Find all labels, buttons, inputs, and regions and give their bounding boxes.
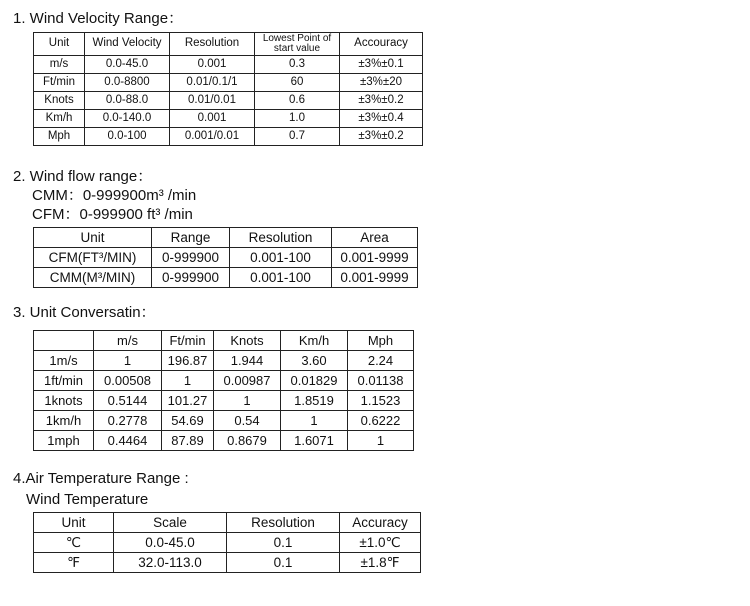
column-header: Unit xyxy=(34,228,152,248)
table-cell: 1.1523 xyxy=(348,391,414,411)
table-cell: 1 xyxy=(214,391,281,411)
table-cell: 0.5144 xyxy=(94,391,162,411)
section-4-heading: 4.Air Temperature Range : xyxy=(13,470,189,487)
table-cell: 0.001-100 xyxy=(230,248,332,268)
table-cell: 0.0-100 xyxy=(85,128,170,146)
section-3-heading: 3. Unit Conversatin： xyxy=(13,304,156,321)
table-cell: 0.001/0.01 xyxy=(170,128,255,146)
table-cell: ℉ xyxy=(34,553,114,573)
table-cell: 0.8679 xyxy=(214,431,281,451)
section-2-heading: 2. Wind flow range： xyxy=(13,168,153,185)
table-cell: 0.001 xyxy=(170,110,255,128)
table-cell: 1.944 xyxy=(214,351,281,371)
table-cell: 0.01138 xyxy=(348,371,414,391)
table-cell: 3.60 xyxy=(281,351,348,371)
table-cell: CFM(FT³/MIN) xyxy=(34,248,152,268)
table-cell: 54.69 xyxy=(162,411,214,431)
table-row xyxy=(34,92,423,110)
table-cell: ±3%±20 xyxy=(340,74,423,92)
table-header-row xyxy=(34,228,418,248)
table-cell: CMM(M³/MIN) xyxy=(34,268,152,288)
wind-temperature-label: Wind Temperature xyxy=(26,491,149,508)
column-header: Ft/min xyxy=(162,331,214,351)
table-cell: ±3%±0.2 xyxy=(340,92,423,110)
table-cell: Knots xyxy=(34,92,85,110)
table-row xyxy=(34,391,414,411)
table-cell: ±3%±0.2 xyxy=(340,128,423,146)
column-header: Range xyxy=(152,228,230,248)
table-header-row xyxy=(34,33,423,56)
table-cell: 1.6071 xyxy=(281,431,348,451)
column-header: Mph xyxy=(348,331,414,351)
table-cell: 0-999900 xyxy=(152,248,230,268)
table-row xyxy=(34,248,418,268)
table-cell: 0.001-9999 xyxy=(332,268,418,288)
column-header: Knots xyxy=(214,331,281,351)
table-cell: 0.6222 xyxy=(348,411,414,431)
table-cell: m/s xyxy=(34,56,85,74)
table-row xyxy=(34,268,418,288)
table-cell: 0.01829 xyxy=(281,371,348,391)
section-1-heading: 1. Wind Velocity Range： xyxy=(13,10,184,27)
column-header: Accuracy xyxy=(340,513,421,533)
table-cell: 1.0 xyxy=(255,110,340,128)
table-cell: 1knots xyxy=(34,391,94,411)
table-cell: 1mph xyxy=(34,431,94,451)
cmm-range-line: CMM：0-999900m³ /min xyxy=(32,187,197,204)
table-cell: 0.001 xyxy=(170,56,255,74)
column-header: Resolution xyxy=(170,33,255,56)
table-cell: 1 xyxy=(162,371,214,391)
table-cell: 0.0-88.0 xyxy=(85,92,170,110)
table-cell: 2.24 xyxy=(348,351,414,371)
table-cell: 0-999900 xyxy=(152,268,230,288)
unit-conversion-table xyxy=(33,330,414,451)
table-row xyxy=(34,351,414,371)
table-row xyxy=(34,56,423,74)
table-cell: 196.87 xyxy=(162,351,214,371)
table-row xyxy=(34,110,423,128)
column-header: m/s xyxy=(94,331,162,351)
table-cell: 0.7 xyxy=(255,128,340,146)
table-cell: 0.0-45.0 xyxy=(114,533,227,553)
table-cell: 0.54 xyxy=(214,411,281,431)
table-cell: 1m/s xyxy=(34,351,94,371)
table-cell: 87.89 xyxy=(162,431,214,451)
cfm-range-line: CFM：0-999900 ft³ /min xyxy=(32,206,193,223)
table-cell: ±1.8℉ xyxy=(340,553,421,573)
table-cell: Ft/min xyxy=(34,74,85,92)
table-row xyxy=(34,553,421,573)
column-header xyxy=(34,331,94,351)
table-cell: 1 xyxy=(94,351,162,371)
column-header: Wind Velocity xyxy=(85,33,170,56)
column-header: Km/h xyxy=(281,331,348,351)
table-cell: 1ft/min xyxy=(34,371,94,391)
table-cell: 32.0-113.0 xyxy=(114,553,227,573)
column-header: Resolution xyxy=(230,228,332,248)
table-cell: 0.0-8800 xyxy=(85,74,170,92)
table-cell: 60 xyxy=(255,74,340,92)
table-row xyxy=(34,533,421,553)
table-cell: ±1.0℃ xyxy=(340,533,421,553)
table-cell: 0.1 xyxy=(227,553,340,573)
table-cell: 1 xyxy=(348,431,414,451)
table-cell: 0.00508 xyxy=(94,371,162,391)
table-cell: ±3%±0.1 xyxy=(340,56,423,74)
table-cell: ±3%±0.4 xyxy=(340,110,423,128)
column-header: Scale xyxy=(114,513,227,533)
table-cell: 0.3 xyxy=(255,56,340,74)
table-row xyxy=(34,74,423,92)
table-header-row xyxy=(34,331,414,351)
table-cell: 0.001-100 xyxy=(230,268,332,288)
column-header: Lowest Point of start value xyxy=(255,33,340,56)
table-cell: 0.1 xyxy=(227,533,340,553)
table-cell: Km/h xyxy=(34,110,85,128)
table-row xyxy=(34,411,414,431)
air-temperature-table xyxy=(33,512,421,573)
table-cell: 1km/h xyxy=(34,411,94,431)
wind-flow-table xyxy=(33,227,418,288)
table-row xyxy=(34,431,414,451)
column-header: Resolution xyxy=(227,513,340,533)
table-cell: Mph xyxy=(34,128,85,146)
table-cell: 0.0-140.0 xyxy=(85,110,170,128)
table-cell: ℃ xyxy=(34,533,114,553)
column-header: Unit xyxy=(34,513,114,533)
column-header: Accouracy xyxy=(340,33,423,56)
table-cell: 0.01/0.1/1 xyxy=(170,74,255,92)
column-header: Unit xyxy=(34,33,85,56)
table-row xyxy=(34,371,414,391)
table-cell: 1.8519 xyxy=(281,391,348,411)
table-cell: 1 xyxy=(281,411,348,431)
table-cell: 0.001-9999 xyxy=(332,248,418,268)
table-row xyxy=(34,128,423,146)
column-header: Area xyxy=(332,228,418,248)
table-cell: 0.2778 xyxy=(94,411,162,431)
table-cell: 101.27 xyxy=(162,391,214,411)
table-cell: 0.4464 xyxy=(94,431,162,451)
table-header-row xyxy=(34,513,421,533)
wind-velocity-table xyxy=(33,32,423,146)
table-cell: 0.0-45.0 xyxy=(85,56,170,74)
table-cell: 0.01/0.01 xyxy=(170,92,255,110)
table-cell: 0.6 xyxy=(255,92,340,110)
table-cell: 0.00987 xyxy=(214,371,281,391)
